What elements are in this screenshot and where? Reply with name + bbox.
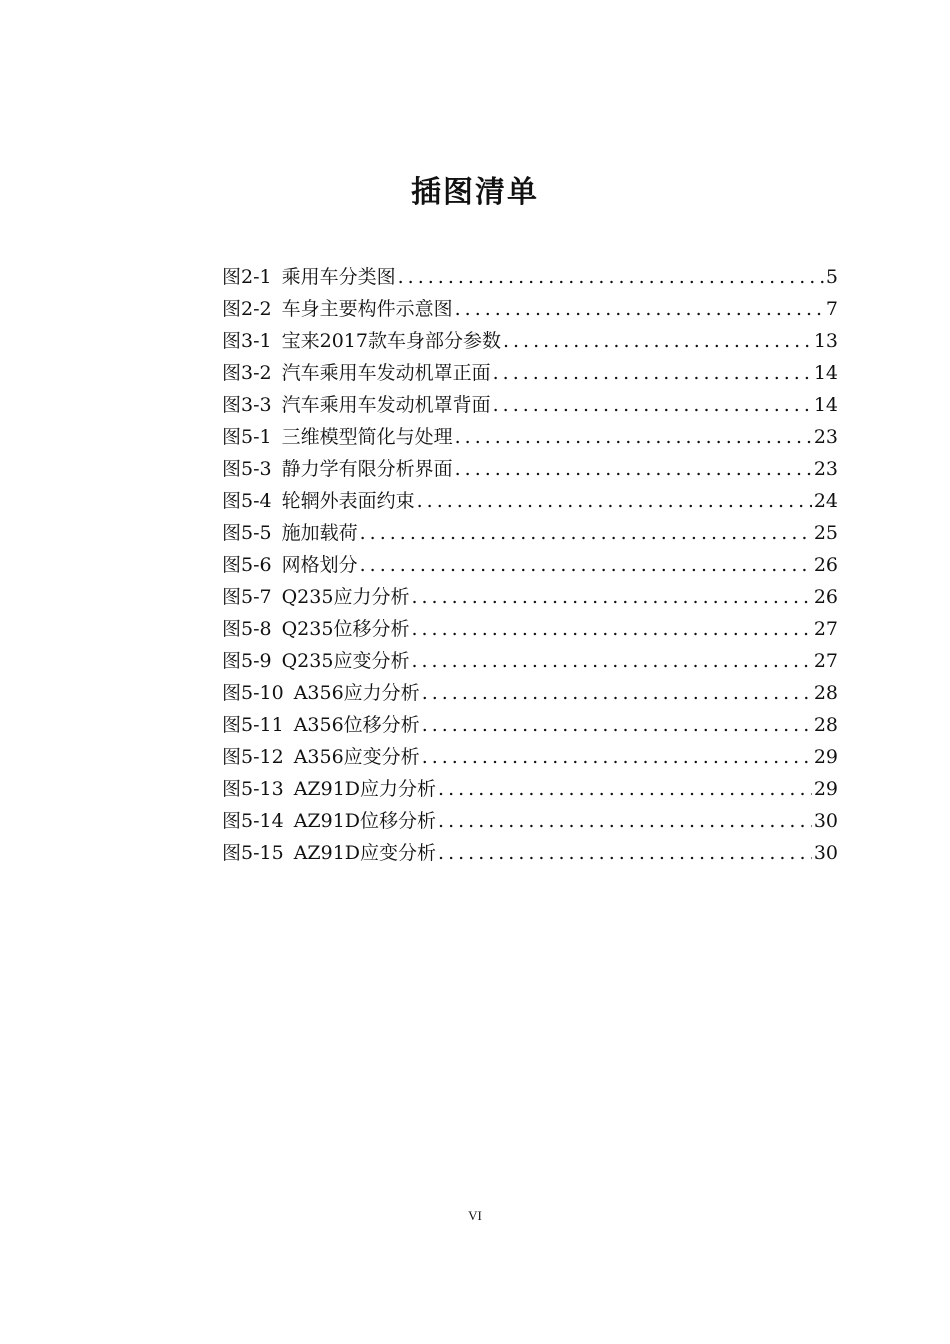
toc-page-number: 14 <box>813 394 838 416</box>
toc-entry[interactable] <box>222 358 838 390</box>
toc-figure-number: 图5-10 <box>222 682 284 704</box>
toc-entry[interactable] <box>222 422 838 454</box>
toc-entry[interactable] <box>222 678 838 710</box>
toc-leader-dots <box>438 842 812 864</box>
toc-figure-title: 宝来2017款车身部分参数 <box>281 330 501 352</box>
toc-entry[interactable] <box>222 262 838 294</box>
toc-figure-title: 施加载荷 <box>281 522 358 544</box>
toc-figure-title: 网格划分 <box>281 554 358 576</box>
toc-entry[interactable] <box>222 838 838 870</box>
toc-figure-number: 图5-8 <box>222 618 272 640</box>
toc-figure-title: A356位移分析 <box>293 714 420 736</box>
toc-page-number: 27 <box>813 650 838 672</box>
toc-figure-title: Q235位移分析 <box>281 618 410 640</box>
page-number: VI <box>468 1208 482 1223</box>
toc-leader-dots <box>411 586 811 608</box>
toc-figure-title: AZ91D应力分析 <box>293 778 437 800</box>
toc-leader-dots <box>503 330 812 352</box>
toc-entry[interactable] <box>222 326 838 358</box>
toc-page-number: 13 <box>813 330 838 352</box>
toc-figure-number: 图5-12 <box>222 746 284 768</box>
toc-figure-number: 图5-15 <box>222 842 284 864</box>
toc-page-number: 24 <box>813 490 838 512</box>
toc-figure-number: 图5-1 <box>222 426 272 448</box>
toc-page-number: 23 <box>813 426 838 448</box>
toc-entry[interactable] <box>222 390 838 422</box>
toc-entry[interactable] <box>222 582 838 614</box>
toc-figure-number: 图5-14 <box>222 810 284 832</box>
toc-entry[interactable] <box>222 614 838 646</box>
toc-leader-dots <box>360 554 812 576</box>
toc-leader-dots <box>411 650 811 672</box>
toc-page-number: 26 <box>813 554 838 576</box>
toc-figure-title: 汽车乘用车发动机罩背面 <box>281 394 491 416</box>
toc-figure-title: A356应变分析 <box>293 746 420 768</box>
toc-figure-number: 图3-2 <box>222 362 272 384</box>
toc-leader-dots <box>455 458 812 480</box>
toc-leader-dots <box>422 746 812 768</box>
toc-figure-title: 三维模型简化与处理 <box>281 426 453 448</box>
toc-figure-title: 静力学有限分析界面 <box>281 458 453 480</box>
toc-entry[interactable] <box>222 710 838 742</box>
toc-figure-number: 图2-1 <box>222 266 272 288</box>
toc-figure-title: AZ91D应变分析 <box>293 842 437 864</box>
toc-leader-dots <box>493 362 812 384</box>
toc-page-number: 29 <box>813 778 838 800</box>
toc-page-number: 14 <box>813 362 838 384</box>
toc-leader-dots <box>411 618 811 640</box>
toc-figure-number: 图5-5 <box>222 522 272 544</box>
toc-figure-number: 图5-9 <box>222 650 272 672</box>
toc-figure-number: 图3-3 <box>222 394 272 416</box>
toc-page-number: 30 <box>813 842 838 864</box>
toc-entry[interactable] <box>222 294 838 326</box>
toc-entry[interactable] <box>222 518 838 550</box>
toc-leader-dots <box>493 394 812 416</box>
toc-entry[interactable] <box>222 454 838 486</box>
toc-entry[interactable] <box>222 646 838 678</box>
toc-figure-title: A356应力分析 <box>293 682 420 704</box>
toc-leader-dots <box>360 522 812 544</box>
page-title: 插图清单 <box>411 175 539 210</box>
toc-figure-title: 轮辋外表面约束 <box>281 490 415 512</box>
toc-figure-number: 图2-2 <box>222 298 272 320</box>
toc-leader-dots <box>438 810 812 832</box>
toc-figure-number: 图3-1 <box>222 330 272 352</box>
toc-figure-number: 图5-11 <box>222 714 284 736</box>
toc-leader-dots <box>455 298 824 320</box>
toc-leader-dots <box>417 490 812 512</box>
toc-figure-title: 汽车乘用车发动机罩正面 <box>281 362 491 384</box>
toc-figure-number: 图5-3 <box>222 458 272 480</box>
toc-leader-dots <box>438 778 812 800</box>
toc-entry[interactable] <box>222 550 838 582</box>
toc-page-number: 23 <box>813 458 838 480</box>
toc-leader-dots <box>422 682 812 704</box>
toc-leader-dots <box>398 266 824 288</box>
toc-figure-title: Q235应变分析 <box>281 650 410 672</box>
toc-figure-number: 图5-4 <box>222 490 272 512</box>
toc-entry[interactable] <box>222 486 838 518</box>
toc-figure-number: 图5-13 <box>222 778 284 800</box>
toc-figure-title: 乘用车分类图 <box>281 266 396 288</box>
figure-list <box>222 262 838 870</box>
toc-entry[interactable] <box>222 806 838 838</box>
toc-entry[interactable] <box>222 742 838 774</box>
toc-page-number: 28 <box>813 682 838 704</box>
toc-figure-title: 车身主要构件示意图 <box>281 298 453 320</box>
toc-figure-title: Q235应力分析 <box>281 586 410 608</box>
toc-page-number: 26 <box>813 586 838 608</box>
toc-page-number: 30 <box>813 810 838 832</box>
toc-figure-number: 图5-6 <box>222 554 272 576</box>
toc-page-number: 7 <box>825 298 838 320</box>
toc-page-number: 27 <box>813 618 838 640</box>
toc-page-number: 29 <box>813 746 838 768</box>
toc-page-number: 5 <box>825 266 838 288</box>
toc-page-number: 25 <box>813 522 838 544</box>
toc-figure-number: 图5-7 <box>222 586 272 608</box>
toc-entry[interactable] <box>222 774 838 806</box>
toc-figure-title: AZ91D位移分析 <box>293 810 437 832</box>
toc-leader-dots <box>422 714 812 736</box>
toc-leader-dots <box>455 426 812 448</box>
toc-page-number: 28 <box>813 714 838 736</box>
